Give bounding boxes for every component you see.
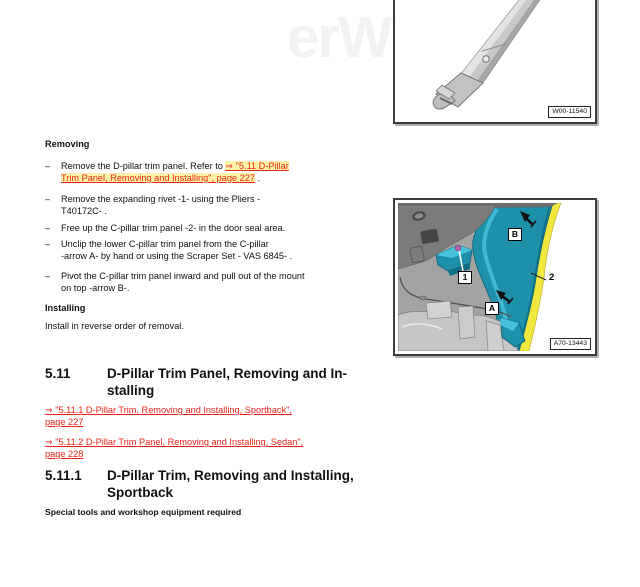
bullet-dash: –: [45, 239, 51, 249]
bullet-dash: –: [45, 271, 51, 281]
section-5-11-1-heading: [45, 468, 385, 501]
tool-illustration: [398, 0, 592, 119]
section-title-line: D-Pillar Trim, Removing and Installing,: [107, 468, 354, 483]
link-line[interactable]: ⇒ "5.11.2 D-Pillar Trim Panel, Removing and Installing, Sedan",: [45, 437, 304, 447]
link-line[interactable]: ⇒ "5.11.1 D-Pillar Trim, Removing and Installing, Sportback",: [45, 405, 292, 415]
callout-1: 1: [458, 271, 472, 284]
bullet-line: [61, 161, 381, 173]
figure-code-label: W00-11540: [548, 106, 591, 118]
figure-cpillar-trim: [393, 198, 597, 356]
callout-b: B: [508, 228, 522, 241]
bullet-line: [61, 173, 381, 185]
section-title-line: D-Pillar Trim Panel, Removing and In-: [107, 366, 348, 381]
figure-code-label: A70-13443: [550, 338, 591, 350]
section-number: 5.11: [45, 366, 71, 381]
special-tools-heading: Special tools and workshop equipment required: [45, 507, 242, 517]
link-5-11-1-sportback[interactable]: [45, 405, 385, 428]
bullet-text: on top -arrow B-.: [61, 282, 130, 293]
bullet-pivot-cpillar: [45, 271, 381, 295]
bullet-dash: –: [45, 161, 51, 171]
bullet-text: .: [254, 172, 261, 183]
section-title-line: stalling: [107, 382, 155, 398]
section-number: 5.11.1: [45, 468, 82, 483]
bullet-text: Remove the D-pillar trim panel. Refer to: [61, 161, 226, 171]
cpillar-illustration: [398, 203, 592, 351]
callout-2: 2: [549, 272, 555, 283]
erwin-watermark: erW: [287, 5, 391, 70]
bullet-unclip-cpillar: [45, 239, 381, 263]
bullet-free-cpillar: [45, 223, 381, 235]
figure-tool: [393, 0, 597, 124]
section-title-line: Sportback: [107, 484, 174, 500]
link-5-11-2-sedan[interactable]: [45, 437, 385, 460]
bullet-text: -arrow A- by hand or using the Scraper Set - VAS 6845- .: [61, 250, 293, 261]
link-5-11-dpillar[interactable]: ⇒ "5.11 D-Pillar: [225, 161, 289, 171]
bullet-text: T40172C- .: [61, 205, 107, 216]
bullet-remove-dpillar: [45, 161, 381, 185]
link-5-11-dpillar-cont[interactable]: Trim Panel, Removing and Installing", page 227: [61, 172, 255, 183]
section-5-11-heading: [45, 366, 385, 399]
bullet-dash: –: [45, 223, 51, 233]
callout-a: A: [485, 302, 499, 315]
link-line[interactable]: page 228: [45, 448, 84, 459]
removing-heading: Removing: [45, 139, 90, 149]
bullet-text: Free up the C-pillar trim panel -2- in the door seal area.: [61, 223, 286, 233]
installing-text: Install in reverse order of removal.: [45, 321, 184, 331]
bullet-remove-rivet: [45, 194, 381, 218]
bullet-dash: –: [45, 194, 51, 204]
bullet-text: Unclip the lower C-pillar trim panel from the C-pillar: [61, 239, 269, 249]
bullet-text: Remove the expanding rivet -1- using the Pliers -: [61, 194, 261, 204]
bullet-text: Pivot the C-pillar trim panel inward and pull out of the mount: [61, 271, 305, 281]
link-line[interactable]: page 227: [45, 416, 84, 427]
installing-heading: Installing: [45, 303, 86, 313]
